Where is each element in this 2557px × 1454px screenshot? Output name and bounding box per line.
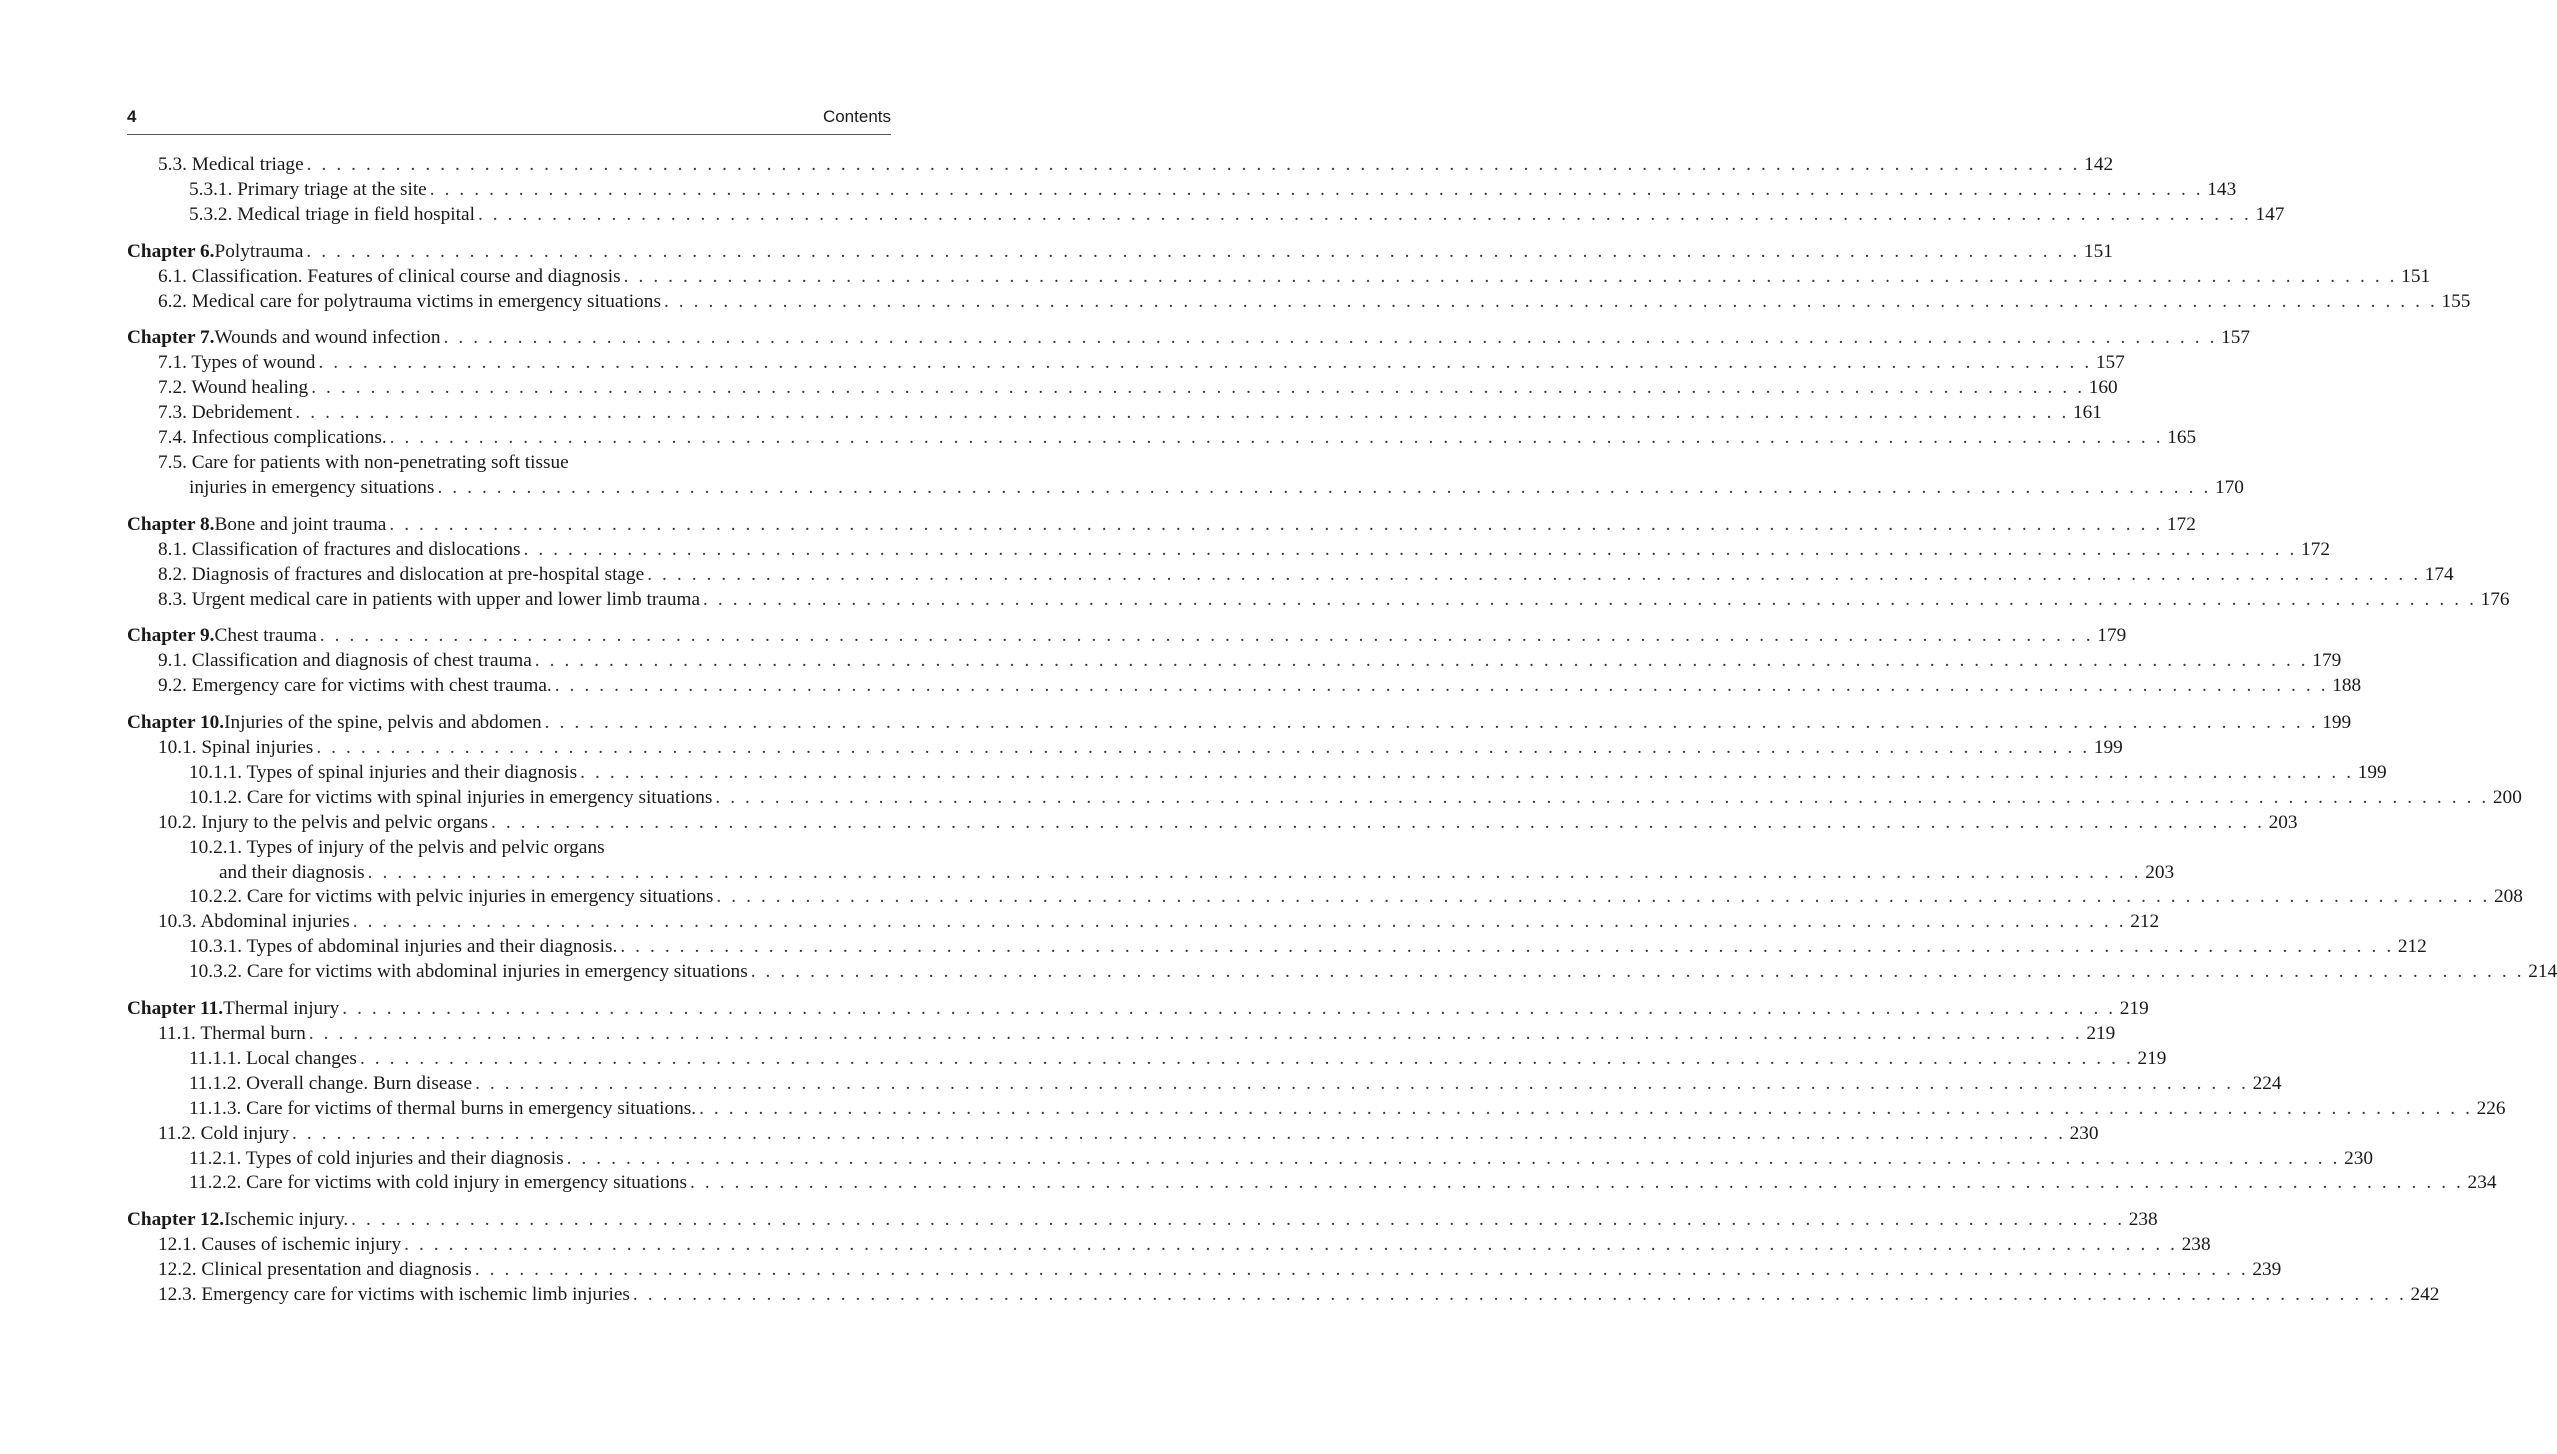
toc-entry-title: 8.3. Urgent medical care in patients with upper and lower limb trauma: [158, 588, 701, 610]
toc-entry-title: 10.3. Abdominal injuries: [158, 911, 350, 933]
toc-page-number: 165: [2167, 427, 2197, 449]
toc-entry-title: 5.3.2. Medical triage in field hospital: [189, 203, 475, 225]
toc-chapter-entry[interactable]: [127, 997, 2149, 1022]
dot-leader: . . . . . . . . . . . . . . . . . . . . . . . . . . . . . . . . . . . . . . . . . . . . . . . . . . . . . . . . . . . . . . . . . . . . . . . . . . . . . . . . . . . . . . . . . . . . . . . . . . . . . . . . . . . . . . . . . . . . . . . .: [716, 886, 2490, 908]
dot-leader: . . . . . . . . . . . . . . . . . . . . . . . . . . . . . . . . . . . . . . . . . . . . . . . . . . . . . . . . . . . . . . . . . . . . . . . . . . . . . . . . . . . . . . . . . . . . . . . . . . . . . . . . . . . . . . . . . . . . . . . .: [389, 513, 2163, 535]
toc-section-entry[interactable]: [127, 563, 2454, 588]
toc-section-entry[interactable]: [127, 935, 2427, 960]
dot-leader: . . . . . . . . . . . . . . . . . . . . . . . . . . . . . . . . . . . . . . . . . . . . . . . . . . . . . . . . . . . . . . . . . . . . . . . . . . . . . . . . . . . . . . . . . . . . . . . . . . . . . . . . . . . . . . . . . . . . . . . .: [554, 675, 2329, 697]
toc-chapter-entry[interactable]: [127, 711, 2352, 736]
toc-chapter-entry[interactable]: [127, 624, 2127, 649]
toc-entry-title: 12.1. Causes of ischemic injury: [158, 1234, 402, 1256]
toc-page-number: 199: [2093, 737, 2123, 759]
dot-leader: . . . . . . . . . . . . . . . . . . . . . . . . . . . . . . . . . . . . . . . . . . . . . . . . . . . . . . . . . . . . . . . . . . . . . . . . . . . . . . . . . . . . . . . . . . . . . . . . . . . . . . . . . . . . . . . . . . . . . . . .: [566, 1147, 2341, 1169]
toc-section-entry[interactable]: [127, 1072, 2282, 1097]
toc-page-number: 238: [2128, 1209, 2158, 1231]
toc-chapter-entry[interactable]: [127, 326, 2250, 351]
toc-chapter-entry[interactable]: [127, 513, 2196, 538]
toc-page-number: 214: [2528, 961, 2557, 983]
toc-entry-title: 11.2. Cold injury: [158, 1122, 290, 1144]
toc-entry-title: Bone and joint trauma: [214, 513, 387, 535]
toc-entry-title: 7.3. Debridement: [158, 402, 293, 424]
toc-section-entry[interactable]: [127, 1097, 2506, 1122]
toc-section-entry[interactable]: [127, 351, 2125, 376]
toc-page-number: 230: [2344, 1147, 2374, 1169]
toc-entry-title: Chest trauma: [214, 625, 317, 647]
dot-leader: . . . . . . . . . . . . . . . . . . . . . . . . . . . . . . . . . . . . . . . . . . . . . . . . . . . . . . . . . . . . . . . . . . . . . . . . . . . . . . . . . . . . . . . . . . . . . . . . . . . . . . . . . . . . . . . . . . . . . . . .: [715, 786, 2489, 808]
toc-entry-title: Thermal injury: [223, 998, 340, 1020]
toc-page-number: 203: [2145, 861, 2175, 883]
dot-leader: . . . . . . . . . . . . . . . . . . . . . . . . . . . . . . . . . . . . . . . . . . . . . . . . . . . . . . . . . . . . . . . . . . . . . . . . . . . . . . . . . . . . . . . . . . . . . . . . . . . . . . . . . . . . . . . . . . . . . . . .: [316, 737, 2090, 759]
running-head: Contents: [822, 107, 891, 126]
dot-leader: . . . . . . . . . . . . . . . . . . . . . . . . . . . . . . . . . . . . . . . . . . . . . . . . . . . . . . . . . . . . . . . . . . . . . . . . . . . . . . . . . . . . . . . . . . . . . . . . . . . . . . . . . . . . . . . . . . . . . . . .: [663, 290, 2438, 312]
toc-section-entry[interactable]: [127, 1233, 2211, 1258]
toc-section-entry[interactable]: [127, 1147, 2374, 1172]
dot-leader: . . . . . . . . . . . . . . . . . . . . . . . . . . . . . . . . . . . . . . . . . . . . . . . . . . . . . . . . . . . . . . . . . . . . . . . . . . . . . . . . . . . . . . . . . . . . . . . . . . . . . . . . . . . . . . . . . . . . . . . .: [308, 1023, 2083, 1044]
dot-leader: . . . . . . . . . . . . . . . . . . . . . . . . . . . . . . . . . . . . . . . . . . . . . . . . . . . . . . . . . . . . . . . . . . . . . . . . . . . . . . . . . . . . . . . . . . . . . . . . . . . . . . . . . . . . . . . . . . . . . . . .: [632, 1284, 2407, 1306]
toc-page-number: 160: [2088, 377, 2118, 399]
toc-entry-title: Injuries of the spine, pelvis and abdomen: [224, 712, 542, 734]
dot-leader: . . . . . . . . . . . . . . . . . . . . . . . . . . . . . . . . . . . . . . . . . . . . . . . . . . . . . . . . . . . . . . . . . . . . . . . . . . . . . . . . . . . . . . . . . . . . . . . . . . . . . . . . . . . . . . . . . . . . . . . .: [352, 911, 2127, 933]
toc-section-entry[interactable]: [127, 451, 2244, 501]
toc-page-number: 147: [2255, 203, 2285, 225]
toc-page-number: 239: [2252, 1259, 2282, 1281]
dot-leader: . . . . . . . . . . . . . . . . . . . . . . . . . . . . . . . . . . . . . . . . . . . . . . . . . . . . . . . . . . . . . . . . . . . . . . . . . . . . . . . . . . . . . . . . . . . . . . . . . . . . . . . . . . . . . . . . . . . . . . . .: [404, 1234, 2178, 1256]
toc-entry-title: 10.2. Injury to the pelvis and pelvic organs: [158, 811, 489, 833]
toc-page-number: 170: [2214, 476, 2244, 498]
toc-section-entry[interactable]: [127, 376, 2118, 401]
toc-page-number: 226: [2476, 1097, 2506, 1119]
toc-entry-title: 5.3.1. Primary triage at the site: [189, 178, 427, 200]
dot-leader: . . . . . . . . . . . . . . . . . . . . . . . . . . . . . . . . . . . . . . . . . . . . . . . . . . . . . . . . . . . . . . . . . . . . . . . . . . . . . . . . . . . . . . . . . . . . . . . . . . . . . . . . . . . . . . . . . . . . . . . .: [437, 476, 2211, 498]
toc-page-number: 176: [2480, 588, 2510, 610]
toc-page-number: 224: [2252, 1072, 2282, 1094]
toc-page-number: 179: [2097, 625, 2127, 647]
toc-page-number: 151: [2401, 265, 2431, 287]
toc-section-entry[interactable]: [127, 1022, 2116, 1047]
toc-chapter-label: Chapter 10.: [127, 712, 225, 734]
dot-leader: . . . . . . . . . . . . . . . . . . . . . . . . . . . . . . . . . . . . . . . . . . . . . . . . . . . . . . . . . . . . . . . . . . . . . . . . . . . . . . . . . . . . . . . . . . . . . . . . . . . . . . . . . . . . . . . . . . . . . . . .: [534, 650, 2309, 672]
toc-entry-title: injuries in emergency situations: [189, 476, 435, 498]
toc-entry-title: 12.3. Emergency care for victims with ischemic limb injuries: [158, 1284, 630, 1306]
dot-leader: . . . . . . . . . . . . . . . . . . . . . . . . . . . . . . . . . . . . . . . . . . . . . . . . . . . . . . . . . . . . . . . . . . . . . . . . . . . . . . . . . . . . . . . . . . . . . . . . . . . . . . . . . . . . . . . . . . . . . . . .: [429, 178, 2204, 200]
toc-group: [127, 513, 2510, 613]
toc-page-number: 172: [2166, 513, 2196, 535]
page-header: [127, 106, 891, 135]
toc-section-entry[interactable]: [127, 203, 2285, 228]
toc-entry-title: 7.1. Types of wound: [158, 352, 316, 374]
toc-section-entry[interactable]: [127, 1283, 2440, 1308]
toc-chapter-entry[interactable]: [127, 240, 2113, 265]
dot-leader: . . . . . . . . . . . . . . . . . . . . . . . . . . . . . . . . . . . . . . . . . . . . . . . . . . . . . . . . . . . . . . . . . . . . . . . . . . . . . . . . . . . . . . . . . . . . . . . . . . . . . . . . . . . . . . . . . . . . . . . .: [474, 1259, 2249, 1281]
dot-leader: . . . . . . . . . . . . . . . . . . . . . . . . . . . . . . . . . . . . . . . . . . . . . . . . . . . . . . . . . . . . . . . . . . . . . . . . . . . . . . . . . . . . . . . . . . . . . . . . . . . . . . . . . . . . . . . . . . . . . . . .: [292, 1122, 2066, 1144]
dot-leader: . . . . . . . . . . . . . . . . . . . . . . . . . . . . . . . . . . . . . . . . . . . . . . . . . . . . . . . . . . . . . . . . . . . . . . . . . . . . . . . . . . . . . . . . . . . . . . . . . . . . . . . . . . . . . . . . . . . . . . . .: [477, 203, 2252, 225]
toc-section-entry[interactable]: [127, 426, 2197, 451]
toc-group: [127, 240, 2471, 315]
toc-section-entry[interactable]: [127, 786, 2522, 811]
dot-leader: . . . . . . . . . . . . . . . . . . . . . . . . . . . . . . . . . . . . . . . . . . . . . . . . . . . . . . . . . . . . . . . . . . . . . . . . . . . . . . . . . . . . . . . . . . . . . . . . . . . . . . . . . . . . . . . . . . . . . . . .: [647, 563, 2421, 585]
toc-chapter-label: Chapter 7.: [127, 327, 215, 349]
toc-entry-title: 11.1.2. Overall change. Burn disease: [189, 1072, 473, 1094]
dot-leader: . . . . . . . . . . . . . . . . . . . . . . . . . . . . . . . . . . . . . . . . . . . . . . . . . . . . . . . . . . . . . . . . . . . . . . . . . . . . . . . . . . . . . . . . . . . . . . . . . . . . . . . . . . . . . . . . . . . . . . . .: [351, 1209, 2125, 1231]
toc-chapter-label: Chapter 8.: [127, 513, 215, 535]
dot-leader: . . . . . . . . . . . . . . . . . . . . . . . . . . . . . . . . . . . . . . . . . . . . . . . . . . . . . . . . . . . . . . . . . . . . . . . . . . . . . . . . . . . . . . . . . . . . . . . . . . . . . . . . . . . . . . . . . . . . . . . .: [342, 998, 2116, 1020]
dot-leader: . . . . . . . . . . . . . . . . . . . . . . . . . . . . . . . . . . . . . . . . . . . . . . . . . . . . . . . . . . . . . . . . . . . . . . . . . . . . . . . . . . . . . . . . . . . . . . . . . . . . . . . . . . . . . . . . . . . . . . . .: [295, 402, 2069, 424]
dot-leader: . . . . . . . . . . . . . . . . . . . . . . . . . . . . . . . . . . . . . . . . . . . . . . . . . . . . . . . . . . . . . . . . . . . . . . . . . . . . . . . . . . . . . . . . . . . . . . . . . . . . . . . . . . . . . . . . . . . . . . . .: [544, 712, 2319, 734]
toc-page-number: 172: [2301, 538, 2330, 560]
dot-leader: . . . . . . . . . . . . . . . . . . . . . . . . . . . . . . . . . . . . . . . . . . . . . . . . . . . . . . . . . . . . . . . . . . . . . . . . . . . . . . . . . . . . . . . . . . . . . . . . . . . . . . . . . . . . . . . . . . . . . . . .: [623, 265, 2398, 287]
toc-section-entry[interactable]: [127, 674, 2362, 699]
toc-entry-title: 10.3.2. Care for victims with abdominal injuries in emergency situations: [189, 961, 748, 983]
toc-entry-title: 8.2. Diagnosis of fractures and dislocation at pre-hospital stage: [158, 563, 645, 585]
toc-entry-title: 10.3.1. Types of abdominal injuries and their diagnosis.: [189, 936, 618, 958]
toc-entry-title: Polytrauma: [214, 240, 304, 262]
toc-entry-title: 10.1.1. Types of spinal injuries and their diagnosis: [189, 761, 578, 783]
toc-section-entry[interactable]: [127, 290, 2471, 315]
toc-page-number: 234: [2467, 1172, 2497, 1194]
toc-entry-title: 8.1. Classification of fractures and dislocations: [158, 538, 521, 560]
toc-group: [127, 1208, 2440, 1308]
toc-entry-title: Ischemic injury.: [224, 1209, 349, 1231]
toc-entry-title: Wounds and wound infection: [214, 327, 441, 349]
toc-page-number: 199: [2357, 761, 2387, 783]
toc-entry-title: 12.2. Clinical presentation and diagnosis: [158, 1259, 472, 1281]
toc-group: [127, 326, 2250, 500]
toc-page-number: 161: [2072, 402, 2102, 424]
toc-page-number: 212: [2397, 936, 2427, 958]
dot-leader: . . . . . . . . . . . . . . . . . . . . . . . . . . . . . . . . . . . . . . . . . . . . . . . . . . . . . . . . . . . . . . . . . . . . . . . . . . . . . . . . . . . . . . . . . . . . . . . . . . . . . . . . . . . . . . . . . . . . . . . .: [620, 936, 2394, 958]
toc-page-number: 179: [2312, 650, 2342, 672]
toc-chapter-entry[interactable]: [127, 1208, 2158, 1233]
toc-page-number: 230: [2069, 1122, 2099, 1144]
toc-section-entry[interactable]: [127, 960, 2557, 985]
toc-entry-title: 9.1. Classification and diagnosis of chest trauma: [158, 650, 532, 672]
dot-leader: . . . . . . . . . . . . . . . . . . . . . . . . . . . . . . . . . . . . . . . . . . . . . . . . . . . . . . . . . . . . . . . . . . . . . . . . . . . . . . . . . . . . . . . . . . . . . . . . . . . . . . . . . . . . . . . . . . . . . . . .: [367, 861, 2142, 883]
toc-entry-title: 7.5. Care for patients with non-penetrating soft tissue: [158, 451, 569, 473]
toc-page-number: 219: [2119, 998, 2149, 1020]
toc-entry-title: 10.2.2. Care for victims with pelvic injuries in emergency situations: [189, 886, 714, 908]
toc-entry-title: 6.1. Classification. Features of clinical course and diagnosis: [158, 265, 621, 287]
table-of-contents: [127, 153, 2557, 1320]
toc-section-entry[interactable]: [127, 885, 2523, 910]
toc-entry-title: 10.1.2. Care for victims with spinal injuries in emergency situations: [189, 786, 713, 808]
toc-entry-title: 7.2. Wound healing: [158, 377, 309, 399]
toc-page-number: 155: [2441, 290, 2471, 312]
toc-entry-title: 5.3. Medical triage: [158, 154, 304, 175]
dot-leader: . . . . . . . . . . . . . . . . . . . . . . . . . . . . . . . . . . . . . . . . . . . . . . . . . . . . . . . . . . . . . . . . . . . . . . . . . . . . . . . . . . . . . . . . . . . . . . . . . . . . . . . . . . . . . . . . . . . . . . . .: [491, 811, 2265, 833]
toc-page-number: 142: [2084, 154, 2114, 175]
toc-page-number: 151: [2083, 240, 2113, 262]
dot-leader: . . . . . . . . . . . . . . . . . . . . . . . . . . . . . . . . . . . . . . . . . . . . . . . . . . . . . . . . . . . . . . . . . . . . . . . . . . . . . . . . . . . . . . . . . . . . . . . . . . . . . . . . . . . . . . . . . . . . . . . .: [389, 427, 2164, 449]
toc-entry-title: 10.2.1. Types of injury of the pelvis and pelvic organs: [189, 836, 605, 858]
toc-page-number: 143: [2207, 178, 2237, 200]
toc-group: [127, 997, 2506, 1196]
toc-page-number: 208: [2493, 886, 2523, 908]
toc-entry-title: 11.2.1. Types of cold injuries and their diagnosis: [189, 1147, 564, 1169]
toc-section-entry[interactable]: [127, 811, 2298, 836]
toc-entry-title: 11.2.2. Care for victims with cold injury in emergency situations: [189, 1172, 688, 1194]
toc-chapter-label: Chapter 6.: [127, 240, 215, 262]
toc-entry-title: 6.2. Medical care for polytrauma victims in emergency situations: [158, 290, 661, 312]
toc-section-entry[interactable]: [127, 1258, 2282, 1283]
toc-section-entry[interactable]: [127, 1047, 2167, 1072]
toc-page-number: 203: [2268, 811, 2298, 833]
dot-leader: . . . . . . . . . . . . . . . . . . . . . . . . . . . . . . . . . . . . . . . . . . . . . . . . . . . . . . . . . . . . . . . . . . . . . . . . . . . . . . . . . . . . . . . . . . . . . . . . . . . . . . . . . . . . . . . . . . . . . . . .: [318, 352, 2092, 374]
toc-section-entry[interactable]: [127, 649, 2342, 674]
dot-leader: . . . . . . . . . . . . . . . . . . . . . . . . . . . . . . . . . . . . . . . . . . . . . . . . . . . . . . . . . . . . . . . . . . . . . . . . . . . . . . . . . . . . . . . . . . . . . . . . . . . . . . . . . . . . . . . . . . . . . . . .: [523, 538, 2297, 560]
toc-section-entry[interactable]: [127, 736, 2123, 761]
toc-entry-title: 7.4. Infectious complications.: [158, 427, 387, 449]
toc-page-number: 157: [2221, 327, 2250, 349]
toc-group: [127, 624, 2362, 699]
toc-chapter-label: Chapter 12.: [127, 1209, 225, 1231]
dot-leader: . . . . . . . . . . . . . . . . . . . . . . . . . . . . . . . . . . . . . . . . . . . . . . . . . . . . . . . . . . . . . . . . . . . . . . . . . . . . . . . . . . . . . . . . . . . . . . . . . . . . . . . . . . . . . . . . . . . . . . . .: [475, 1072, 2249, 1094]
toc-entry-title: 10.1. Spinal injuries: [158, 737, 314, 759]
toc-entry-title: 11.1.3. Care for victims of thermal burns in emergency situations.: [189, 1097, 697, 1119]
toc-section-entry[interactable]: [127, 588, 2510, 613]
dot-leader: . . . . . . . . . . . . . . . . . . . . . . . . . . . . . . . . . . . . . . . . . . . . . . . . . . . . . . . . . . . . . . . . . . . . . . . . . . . . . . . . . . . . . . . . . . . . . . . . . . . . . . . . . . . . . . . . . . . . . . . .: [703, 588, 2477, 610]
dot-leader: . . . . . . . . . . . . . . . . . . . . . . . . . . . . . . . . . . . . . . . . . . . . . . . . . . . . . . . . . . . . . . . . . . . . . . . . . . . . . . . . . . . . . . . . . . . . . . . . . . . . . . . . . . . . . . . . . . . . . . . .: [443, 327, 2217, 349]
dot-leader: . . . . . . . . . . . . . . . . . . . . . . . . . . . . . . . . . . . . . . . . . . . . . . . . . . . . . . . . . . . . . . . . . . . . . . . . . . . . . . . . . . . . . . . . . . . . . . . . . . . . . . . . . . . . . . . . . . . . . . . .: [319, 625, 2094, 647]
dot-leader: . . . . . . . . . . . . . . . . . . . . . . . . . . . . . . . . . . . . . . . . . . . . . . . . . . . . . . . . . . . . . . . . . . . . . . . . . . . . . . . . . . . . . . . . . . . . . . . . . . . . . . . . . . . . . . . . . . . . . . . .: [580, 761, 2354, 783]
dot-leader: . . . . . . . . . . . . . . . . . . . . . . . . . . . . . . . . . . . . . . . . . . . . . . . . . . . . . . . . . . . . . . . . . . . . . . . . . . . . . . . . . . . . . . . . . . . . . . . . . . . . . . . . . . . . . . . . . . . . . . . .: [690, 1172, 2464, 1194]
toc-chapter-label: Chapter 9.: [127, 625, 215, 647]
toc-entry-title: and their diagnosis: [219, 861, 365, 883]
toc-page-number: 199: [2322, 712, 2352, 734]
toc-section-entry[interactable]: [127, 761, 2387, 786]
toc-chapter-label: Chapter 11.: [127, 998, 224, 1020]
toc-group: [127, 153, 2285, 228]
toc-page-number: 219: [2086, 1023, 2116, 1044]
toc-page-number: 212: [2130, 911, 2160, 933]
dot-leader: . . . . . . . . . . . . . . . . . . . . . . . . . . . . . . . . . . . . . . . . . . . . . . . . . . . . . . . . . . . . . . . . . . . . . . . . . . . . . . . . . . . . . . . . . . . . . . . . . . . . . . . . . . . . . . . . . . . . . . . .: [699, 1097, 2473, 1119]
toc-section-entry[interactable]: [127, 178, 2237, 203]
toc-section-entry[interactable]: [127, 910, 2160, 935]
toc-entry-title: 9.2. Emergency care for victims with chest trauma.: [158, 675, 552, 697]
toc-page-number: 242: [2410, 1284, 2440, 1306]
toc-section-entry[interactable]: [127, 1122, 2099, 1147]
toc-section-entry[interactable]: [127, 1171, 2497, 1196]
toc-page-number: 174: [2424, 563, 2454, 585]
toc-section-entry[interactable]: [127, 401, 2102, 426]
toc-section-entry[interactable]: [127, 538, 2330, 563]
dot-leader: . . . . . . . . . . . . . . . . . . . . . . . . . . . . . . . . . . . . . . . . . . . . . . . . . . . . . . . . . . . . . . . . . . . . . . . . . . . . . . . . . . . . . . . . . . . . . . . . . . . . . . . . . . . . . . . . . . . . . . . .: [306, 154, 2081, 175]
toc-section-entry[interactable]: [127, 153, 2114, 178]
toc-page-number: 238: [2181, 1234, 2211, 1256]
toc-group: [127, 711, 2557, 985]
dot-leader: . . . . . . . . . . . . . . . . . . . . . . . . . . . . . . . . . . . . . . . . . . . . . . . . . . . . . . . . . . . . . . . . . . . . . . . . . . . . . . . . . . . . . . . . . . . . . . . . . . . . . . . . . . . . . . . . . . . . . . . .: [306, 240, 2080, 262]
toc-page-number: 157: [2095, 352, 2125, 374]
toc-page-number: 219: [2137, 1047, 2167, 1069]
dot-leader: . . . . . . . . . . . . . . . . . . . . . . . . . . . . . . . . . . . . . . . . . . . . . . . . . . . . . . . . . . . . . . . . . . . . . . . . . . . . . . . . . . . . . . . . . . . . . . . . . . . . . . . . . . . . . . . . . . . . . . . .: [311, 377, 2085, 399]
toc-page-number: 188: [2332, 675, 2362, 697]
dot-leader: . . . . . . . . . . . . . . . . . . . . . . . . . . . . . . . . . . . . . . . . . . . . . . . . . . . . . . . . . . . . . . . . . . . . . . . . . . . . . . . . . . . . . . . . . . . . . . . . . . . . . . . . . . . . . . . . . . . . . . . .: [750, 961, 2525, 983]
page-number: 4: [127, 107, 137, 126]
toc-entry-title: 11.1.1. Local changes: [189, 1047, 357, 1069]
toc-page-number: 200: [2492, 786, 2522, 808]
dot-leader: . . . . . . . . . . . . . . . . . . . . . . . . . . . . . . . . . . . . . . . . . . . . . . . . . . . . . . . . . . . . . . . . . . . . . . . . . . . . . . . . . . . . . . . . . . . . . . . . . . . . . . . . . . . . . . . . . . . . . . . .: [359, 1047, 2134, 1069]
toc-entry-title: 11.1. Thermal burn: [158, 1023, 306, 1044]
toc-section-entry[interactable]: [127, 836, 2175, 886]
toc-section-entry[interactable]: [127, 265, 2431, 290]
